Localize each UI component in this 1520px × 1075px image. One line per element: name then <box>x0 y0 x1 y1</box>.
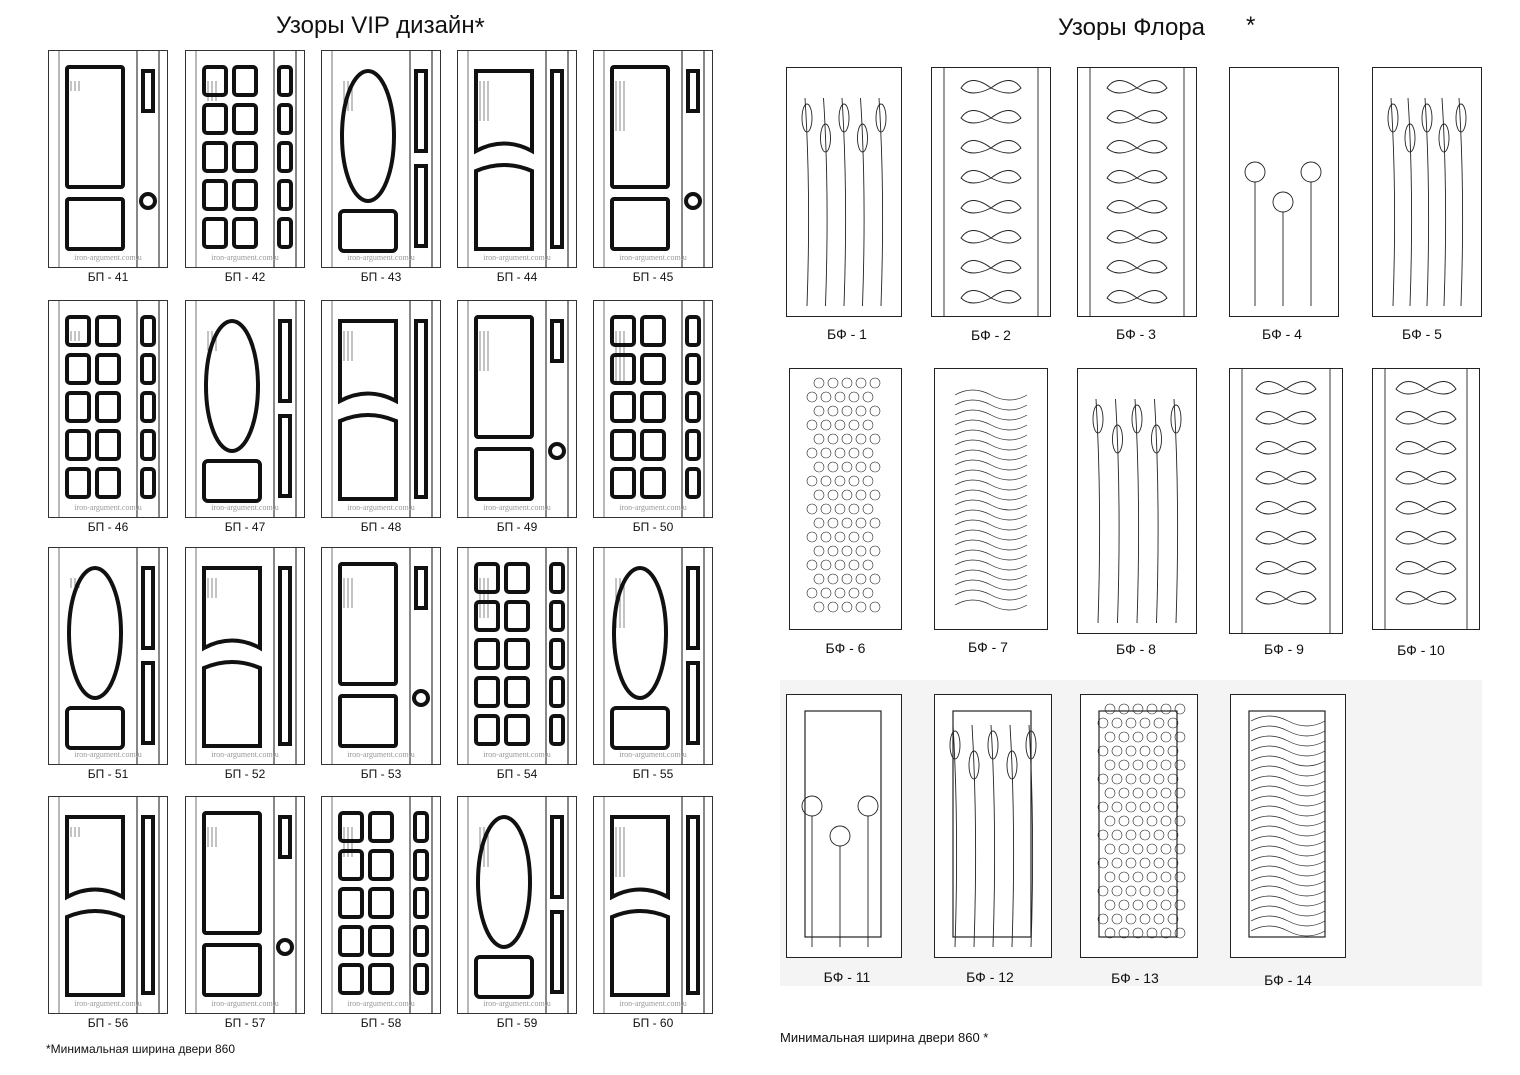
vip-design-card <box>593 547 713 795</box>
door-design-illustration <box>593 547 713 765</box>
vip-design-card <box>48 547 168 795</box>
door-design-illustration <box>457 547 577 765</box>
vip-design-card <box>457 547 577 795</box>
vip-min-width-note: *Минимальная ширина двери 860 <box>46 1042 235 1056</box>
design-code-label: БП - 58 <box>360 1016 402 1030</box>
flora-design-code-label: БФ - 8 <box>1116 641 1156 657</box>
flora-design-code-label: БФ - 3 <box>1116 326 1156 342</box>
flora-design-code-label: БФ - 9 <box>1264 641 1304 657</box>
design-code-label: БП - 48 <box>360 520 402 534</box>
vip-design-card <box>457 796 577 1044</box>
flora-design-illustration <box>1372 67 1482 317</box>
flora-min-width-note: Минимальная ширина двери 860 * <box>780 1030 989 1045</box>
design-code-label: БП - 52 <box>224 767 266 781</box>
watermark-text: iron-argument.com.u <box>211 750 279 759</box>
flora-design-code-label: БФ - 1 <box>827 326 867 342</box>
flora-design-illustration <box>786 694 902 958</box>
door-design-illustration <box>185 796 305 1014</box>
vip-design-card <box>185 547 305 795</box>
door-design-illustration <box>48 547 168 765</box>
flora-design-illustration <box>931 67 1051 317</box>
flora-design-illustration <box>1372 368 1480 630</box>
design-code-label: БП - 46 <box>87 520 129 534</box>
design-code-label: БП - 49 <box>496 520 538 534</box>
design-code-label: БП - 56 <box>87 1016 129 1030</box>
door-design-illustration <box>593 50 713 268</box>
door-design-illustration <box>593 796 713 1014</box>
vip-design-card <box>321 547 441 795</box>
door-design-illustration <box>48 300 168 518</box>
watermark-text: iron-argument.com.u <box>211 503 279 512</box>
vip-design-card <box>593 50 713 298</box>
flora-design-illustration <box>934 694 1052 958</box>
watermark-text: iron-argument.com.u <box>483 503 551 512</box>
watermark-text: iron-argument.com.u <box>74 503 142 512</box>
flora-design-code-label: БФ - 13 <box>1111 970 1159 986</box>
watermark-text: iron-argument.com.u <box>619 253 687 262</box>
flora-design-illustration <box>934 368 1048 630</box>
watermark-text: iron-argument.com.u <box>211 999 279 1008</box>
flora-design-code-label: БФ - 10 <box>1397 642 1445 658</box>
flora-design-code-label: БФ - 6 <box>825 640 866 656</box>
vip-design-card <box>185 300 305 548</box>
watermark-text: iron-argument.com.u <box>347 503 415 512</box>
design-code-label: БП - 55 <box>632 767 674 781</box>
watermark-text: iron-argument.com.u <box>483 999 551 1008</box>
design-code-label: БП - 42 <box>224 270 266 284</box>
flora-section-title: Узоры Флора <box>1058 14 1206 41</box>
flora-design-code-label: БФ - 5 <box>1402 326 1442 342</box>
vip-design-card <box>593 300 713 548</box>
vip-design-card <box>48 796 168 1044</box>
vip-design-card <box>321 50 441 298</box>
design-code-label: БП - 51 <box>87 767 129 781</box>
flora-design-illustration <box>1077 368 1197 634</box>
flora-design-illustration <box>786 67 902 317</box>
design-code-label: БП - 44 <box>496 270 538 284</box>
watermark-text: iron-argument.com.u <box>483 253 551 262</box>
door-design-illustration <box>185 547 305 765</box>
flora-design-illustration <box>1230 694 1346 958</box>
flora-design-code-label: БФ - 2 <box>971 327 1011 343</box>
design-code-label: БП - 47 <box>224 520 266 534</box>
design-code-label: БП - 43 <box>360 270 402 284</box>
door-design-illustration <box>457 300 577 518</box>
design-code-label: БП - 59 <box>496 1016 538 1030</box>
door-design-illustration <box>185 50 305 268</box>
door-design-illustration <box>457 50 577 268</box>
design-code-label: БП - 60 <box>632 1016 674 1030</box>
flora-design-code-label: БФ - 4 <box>1262 326 1302 342</box>
vip-title-text: Узоры VIP дизайн <box>276 12 475 39</box>
flora-title-asterisk: * <box>1246 12 1256 39</box>
vip-title-asterisk: * <box>474 12 485 42</box>
watermark-text: iron-argument.com.u <box>347 253 415 262</box>
design-code-label: БП - 41 <box>87 270 129 284</box>
door-design-illustration <box>457 796 577 1014</box>
door-design-illustration <box>593 300 713 518</box>
watermark-text: iron-argument.com.u <box>74 253 142 262</box>
flora-design-illustration <box>1229 368 1343 634</box>
design-code-label: БП - 57 <box>224 1016 266 1030</box>
design-code-label: БП - 45 <box>632 270 674 284</box>
vip-section-title <box>276 12 485 43</box>
design-code-label: БП - 54 <box>496 767 538 781</box>
watermark-text: iron-argument.com.u <box>483 750 551 759</box>
flora-design-code-label: БФ - 11 <box>823 969 871 985</box>
flora-design-illustration <box>789 368 902 630</box>
flora-design-code-label: БФ - 12 <box>966 969 1014 985</box>
vip-design-card <box>321 796 441 1044</box>
vip-design-card <box>321 300 441 548</box>
watermark-text: iron-argument.com.u <box>619 503 687 512</box>
vip-design-card <box>457 300 577 548</box>
vip-design-grid <box>48 50 714 1030</box>
watermark-text: iron-argument.com.u <box>74 999 142 1008</box>
door-design-illustration <box>321 547 441 765</box>
vip-design-card <box>48 50 168 298</box>
vip-design-card <box>185 50 305 298</box>
vip-design-card <box>457 50 577 298</box>
flora-design-code-label: БФ - 7 <box>968 639 1008 655</box>
watermark-text: iron-argument.com.u <box>619 750 687 759</box>
watermark-text: iron-argument.com.u <box>347 999 415 1008</box>
flora-design-illustration <box>1077 67 1197 317</box>
watermark-text: iron-argument.com.u <box>74 750 142 759</box>
vip-design-card <box>593 796 713 1044</box>
door-design-illustration <box>321 796 441 1014</box>
vip-design-card <box>48 300 168 548</box>
door-design-illustration <box>48 50 168 268</box>
design-code-label: БП - 50 <box>632 520 674 534</box>
flora-design-illustration <box>1080 694 1198 958</box>
flora-design-illustration <box>1229 67 1339 317</box>
watermark-text: iron-argument.com.u <box>211 253 279 262</box>
door-design-illustration <box>321 50 441 268</box>
vip-design-card <box>185 796 305 1044</box>
design-code-label: БП - 53 <box>360 767 402 781</box>
watermark-text: iron-argument.com.u <box>619 999 687 1008</box>
door-design-illustration <box>48 796 168 1014</box>
watermark-text: iron-argument.com.u <box>347 750 415 759</box>
door-design-illustration <box>321 300 441 518</box>
flora-design-code-label: БФ - 14 <box>1264 972 1312 988</box>
door-design-illustration <box>185 300 305 518</box>
